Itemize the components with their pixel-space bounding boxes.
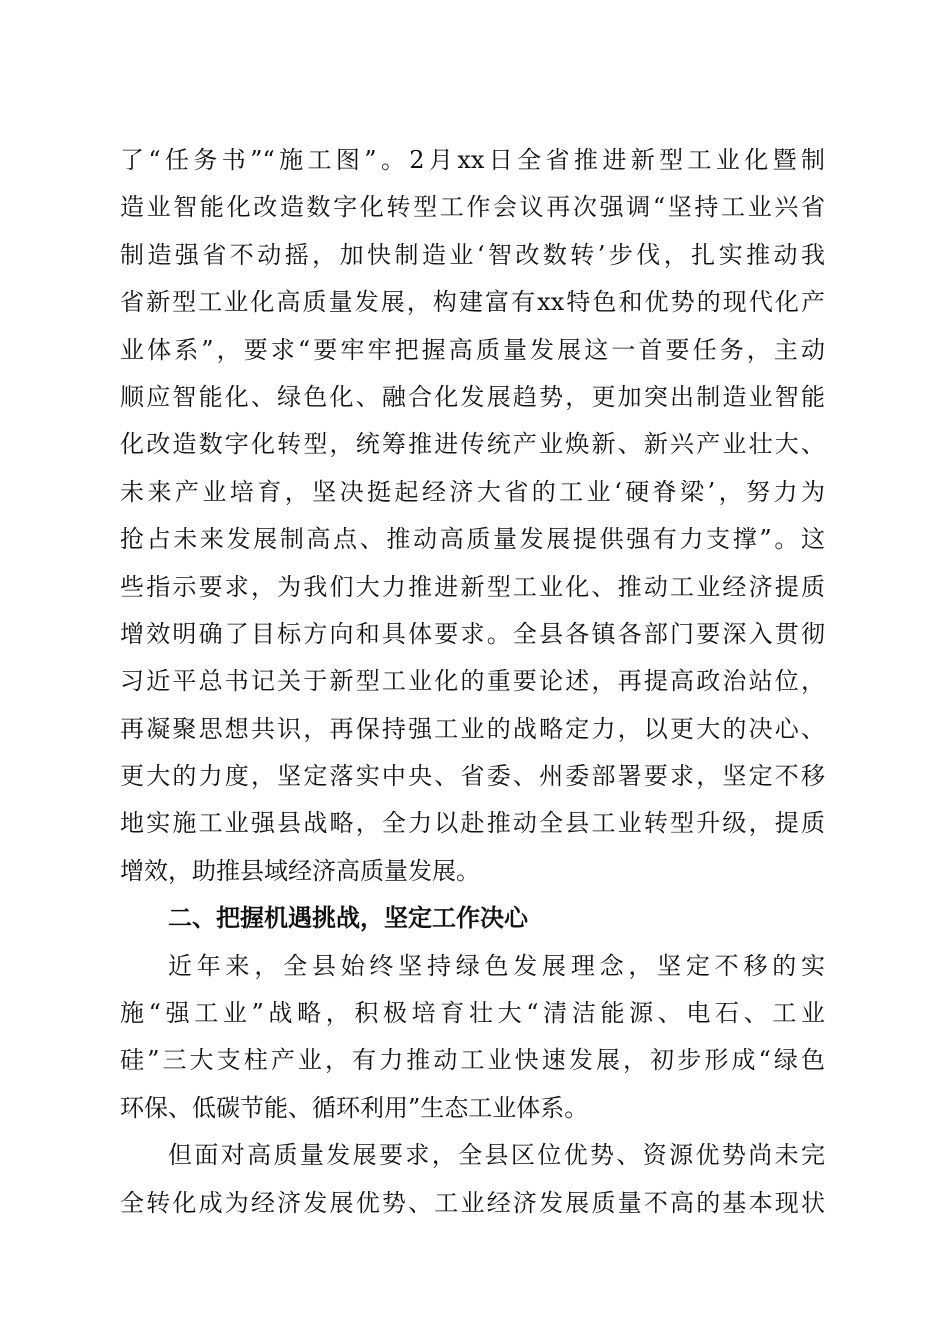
text-line: 全转化成为经济发展优势、工业经济发展质量不高的基本现状 (120, 1188, 825, 1217)
text-line: 增效明确了目标方向和具体要求。全县各镇各部门要深入贯彻 (120, 619, 825, 648)
paragraph-2 (120, 943, 825, 1133)
text-line: 化改造数字化转型，统筹推进传统产业焕新、新兴产业壮大、 (120, 430, 825, 459)
text-line: 但面对高质量发展要求，全县区位优势、资源优势尚未完 (168, 1141, 825, 1170)
text-line: 抢占未来发展制高点、推动高质量发展提供强有力支撑”。这 (120, 525, 825, 554)
text-line: 些指示要求，为我们大力推进新型工业化、推动工业经济提质 (120, 572, 825, 601)
text-line: 省新型工业化高质量发展，构建富有xx特色和优势的现代化产 (120, 288, 825, 317)
text-line: 地实施工业强县战略，全力以赴推动全县工业转型升级，提质 (120, 809, 825, 838)
text-line: 制造强省不动摇，加快制造业‘智改数转’步伐，扎实推动我 (120, 240, 825, 269)
text-line: 增效，助推县域经济高质量发展。 (120, 856, 480, 885)
text-line: 顺应智能化、绿色化、融合化发展趋势，更加突出制造业智能 (120, 382, 825, 411)
paragraph-1 (120, 137, 825, 895)
text-line: 近年来，全县始终坚持绿色发展理念，坚定不移的实 (168, 951, 825, 980)
text-line: 再凝聚思想共识，再保持强工业的战略定力，以更大的决心、 (120, 714, 825, 743)
text-line: 施“强工业”战略，积极培育壮大“清洁能源、电石、工业 (120, 999, 825, 1028)
text-line: 了“任务书”“施工图”。2月xx日全省推进新型工业化暨制 (120, 146, 825, 174)
text-line: 更大的力度，坚定落实中央、省委、州委部署要求，坚定不移 (120, 762, 825, 791)
document-body (120, 137, 825, 1227)
text-line: 造业智能化改造数字化转型工作会议再次强调“坚持工业兴省 (120, 193, 825, 222)
text-line: 未来产业培育，坚决挺起经济大省的工业‘硬脊梁’，努力为 (120, 477, 825, 506)
paragraph-3 (120, 1132, 825, 1227)
section-heading: 二、把握机遇挑战，坚定工作决心 (168, 904, 528, 933)
text-line: 习近平总书记关于新型工业化的重要论述，再提高政治站位， (120, 667, 825, 696)
text-line: 环保、低碳节能、循环利用”生态工业体系。 (120, 1093, 589, 1122)
text-line: 硅”三大支柱产业，有力推动工业快速发展，初步形成“绿色 (120, 1046, 825, 1075)
text-line: 业体系”，要求“要牢牢把握高质量发展这一首要任务，主动 (120, 335, 825, 364)
